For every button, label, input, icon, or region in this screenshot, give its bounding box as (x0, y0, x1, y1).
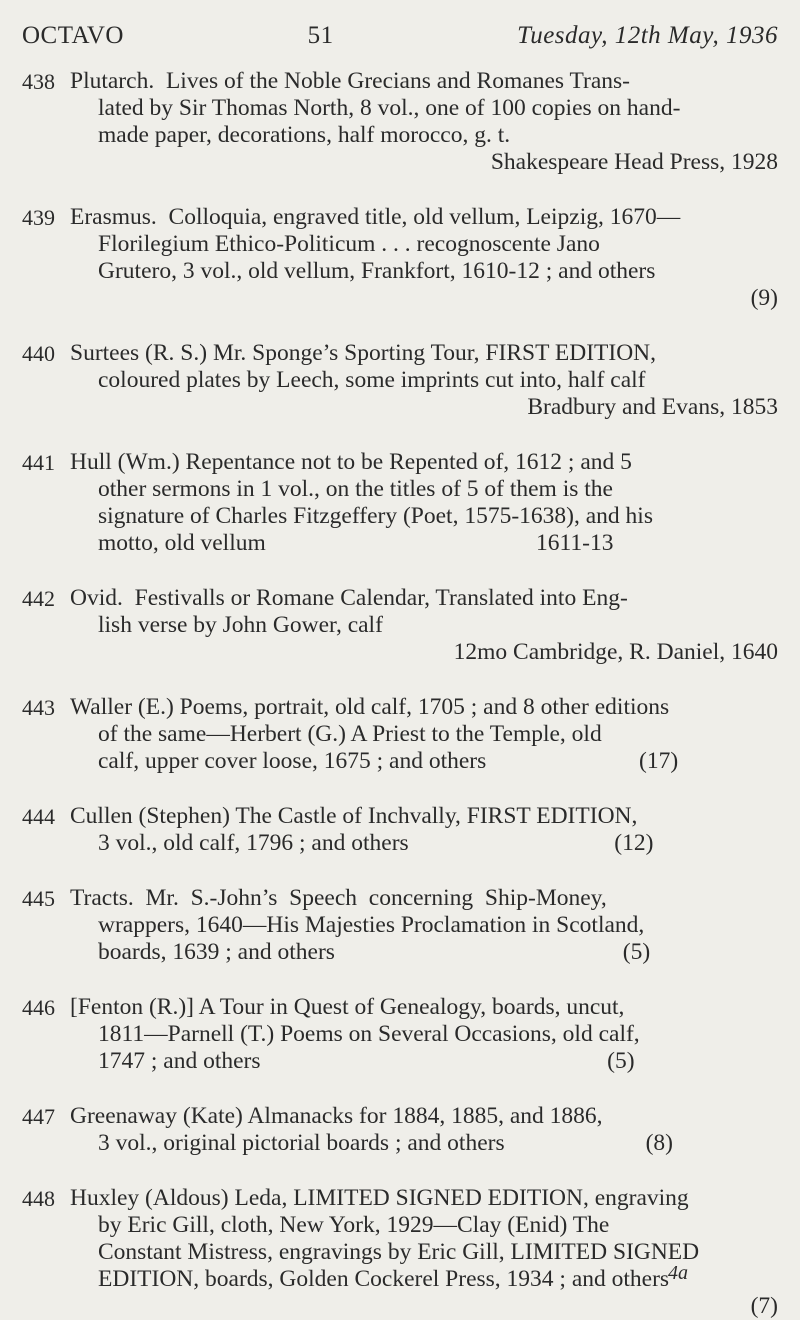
lot-list (22, 68, 778, 1320)
header-format: OCTAVO (22, 22, 124, 49)
lot-description (70, 68, 778, 176)
lot-number: 448 (22, 1186, 55, 1211)
lot-number: 441 (22, 450, 55, 475)
lot-entry (22, 68, 778, 176)
lot-line: by Eric Gill, cloth, New York, 1929—Clay (Enid) The (98, 1212, 610, 1238)
lot-line: Surtees (R. S.) Mr. Sponge’s Sporting Tour, FIRST EDITION, (70, 340, 657, 366)
lot-number: 444 (22, 804, 55, 829)
lot-line: Constant Mistress, engravings by Eric Gill, LIMITED SIGNED (98, 1239, 700, 1265)
lot-number: 447 (22, 1104, 55, 1129)
lot-line: Tracts. Mr. S.-John’s Speech concerning Ship-Money, (70, 885, 607, 911)
lot-line: signature of Charles Fitzgeffery (Poet, 1575-1638), and his (98, 503, 653, 529)
lot-description (70, 994, 778, 1075)
lot-number: 443 (22, 695, 55, 720)
lot-entry (22, 340, 778, 421)
header-page-number: 51 (307, 22, 334, 49)
lot-description (70, 694, 778, 775)
lot-imprint: (7) (750, 1293, 778, 1319)
lot-description (70, 204, 778, 312)
lot-line: lated by Sir Thomas North, 8 vol., one of 100 copies on hand- (98, 95, 681, 121)
lot-entry (22, 204, 778, 312)
lot-entry (22, 449, 778, 557)
lot-line: coloured plates by Leech, some imprints cut into, half calf (98, 367, 646, 393)
lot-number: 440 (22, 341, 55, 366)
lot-line: of the same—Herbert (G.) A Priest to the Temple, old (98, 721, 602, 747)
lot-entry (22, 585, 778, 666)
lot-line: other sermons in 1 vol., on the titles of 5 of them is the (98, 476, 613, 502)
lot-entry (22, 994, 778, 1075)
lot-description (70, 585, 778, 666)
lot-line: calf, upper cover loose, 1675 ; and others (17) (98, 748, 679, 774)
lot-imprint: (9) (750, 285, 778, 311)
lot-line: Waller (E.) Poems, portrait, old calf, 1705 ; and 8 other editions (70, 694, 670, 720)
lot-number: 438 (22, 69, 55, 94)
lot-line: Erasmus. Colloquia, engraved title, old vellum, Leipzig, 1670— (70, 204, 681, 230)
lot-line: wrappers, 1640—His Majesties Proclamation in Scotland, (98, 912, 645, 938)
header-sale-date: Tuesday, 12th May, 1936 (517, 22, 778, 49)
lot-line: Grutero, 3 vol., old vellum, Frankfort, 1610-12 ; and others (98, 258, 656, 284)
lot-description (70, 1185, 778, 1320)
lot-line: boards, 1639 ; and others (5) (98, 939, 651, 965)
lot-line: 3 vol., original pictorial boards ; and others (8) (98, 1130, 673, 1156)
lot-line: Ovid. Festivalls or Romane Calendar, Translated into Eng- (70, 585, 628, 611)
lot-line: motto, old vellum 1611-13 (98, 530, 614, 556)
page-header (22, 22, 778, 62)
lot-entry (22, 1185, 778, 1320)
lot-imprint: Shakespeare Head Press, 1928 (490, 149, 778, 175)
lot-line: Plutarch. Lives of the Noble Grecians and Romanes Trans- (70, 68, 630, 94)
lot-number: 442 (22, 586, 55, 611)
lot-number: 439 (22, 205, 55, 230)
lot-entry (22, 803, 778, 857)
lot-line: Hull (Wm.) Repentance not to be Repented of, 1612 ; and 5 (70, 449, 632, 475)
lot-entry (22, 694, 778, 775)
lot-number: 446 (22, 995, 55, 1020)
lot-line: Florilegium Ethico-Politicum . . . recognoscente Jano (98, 231, 600, 257)
lot-description (70, 449, 778, 557)
lot-imprint: 12mo Cambridge, R. Daniel, 1640 (453, 639, 778, 665)
lot-entry (22, 1103, 778, 1157)
lot-line: 3 vol., old calf, 1796 ; and others (12) (98, 830, 654, 856)
signature-mark: 4a (668, 1262, 688, 1284)
lot-line: EDITION, boards, Golden Cockerel Press, 1934 ; and others (98, 1266, 670, 1292)
lot-description (70, 340, 778, 421)
lot-line: made paper, decorations, half morocco, g. t. (98, 122, 511, 148)
lot-line: lish verse by John Gower, calf (98, 612, 383, 638)
lot-description (70, 885, 778, 966)
lot-line: Cullen (Stephen) The Castle of Inchvally, FIRST EDITION, (70, 803, 638, 829)
lot-line: 1747 ; and others (5) (98, 1048, 635, 1074)
lot-description (70, 803, 778, 857)
lot-entry (22, 885, 778, 966)
lot-line: [Fenton (R.)] A Tour in Quest of Genealogy, boards, uncut, (70, 994, 625, 1020)
lot-line: Greenaway (Kate) Almanacks for 1884, 1885, and 1886, (70, 1103, 603, 1129)
lot-line: Huxley (Aldous) Leda, LIMITED SIGNED EDITION, engraving (70, 1185, 689, 1211)
lot-line: 1811—Parnell (T.) Poems on Several Occasions, old calf, (98, 1021, 640, 1047)
lot-number: 445 (22, 886, 55, 911)
lot-imprint: Bradbury and Evans, 1853 (527, 394, 778, 420)
lot-description (70, 1103, 778, 1157)
